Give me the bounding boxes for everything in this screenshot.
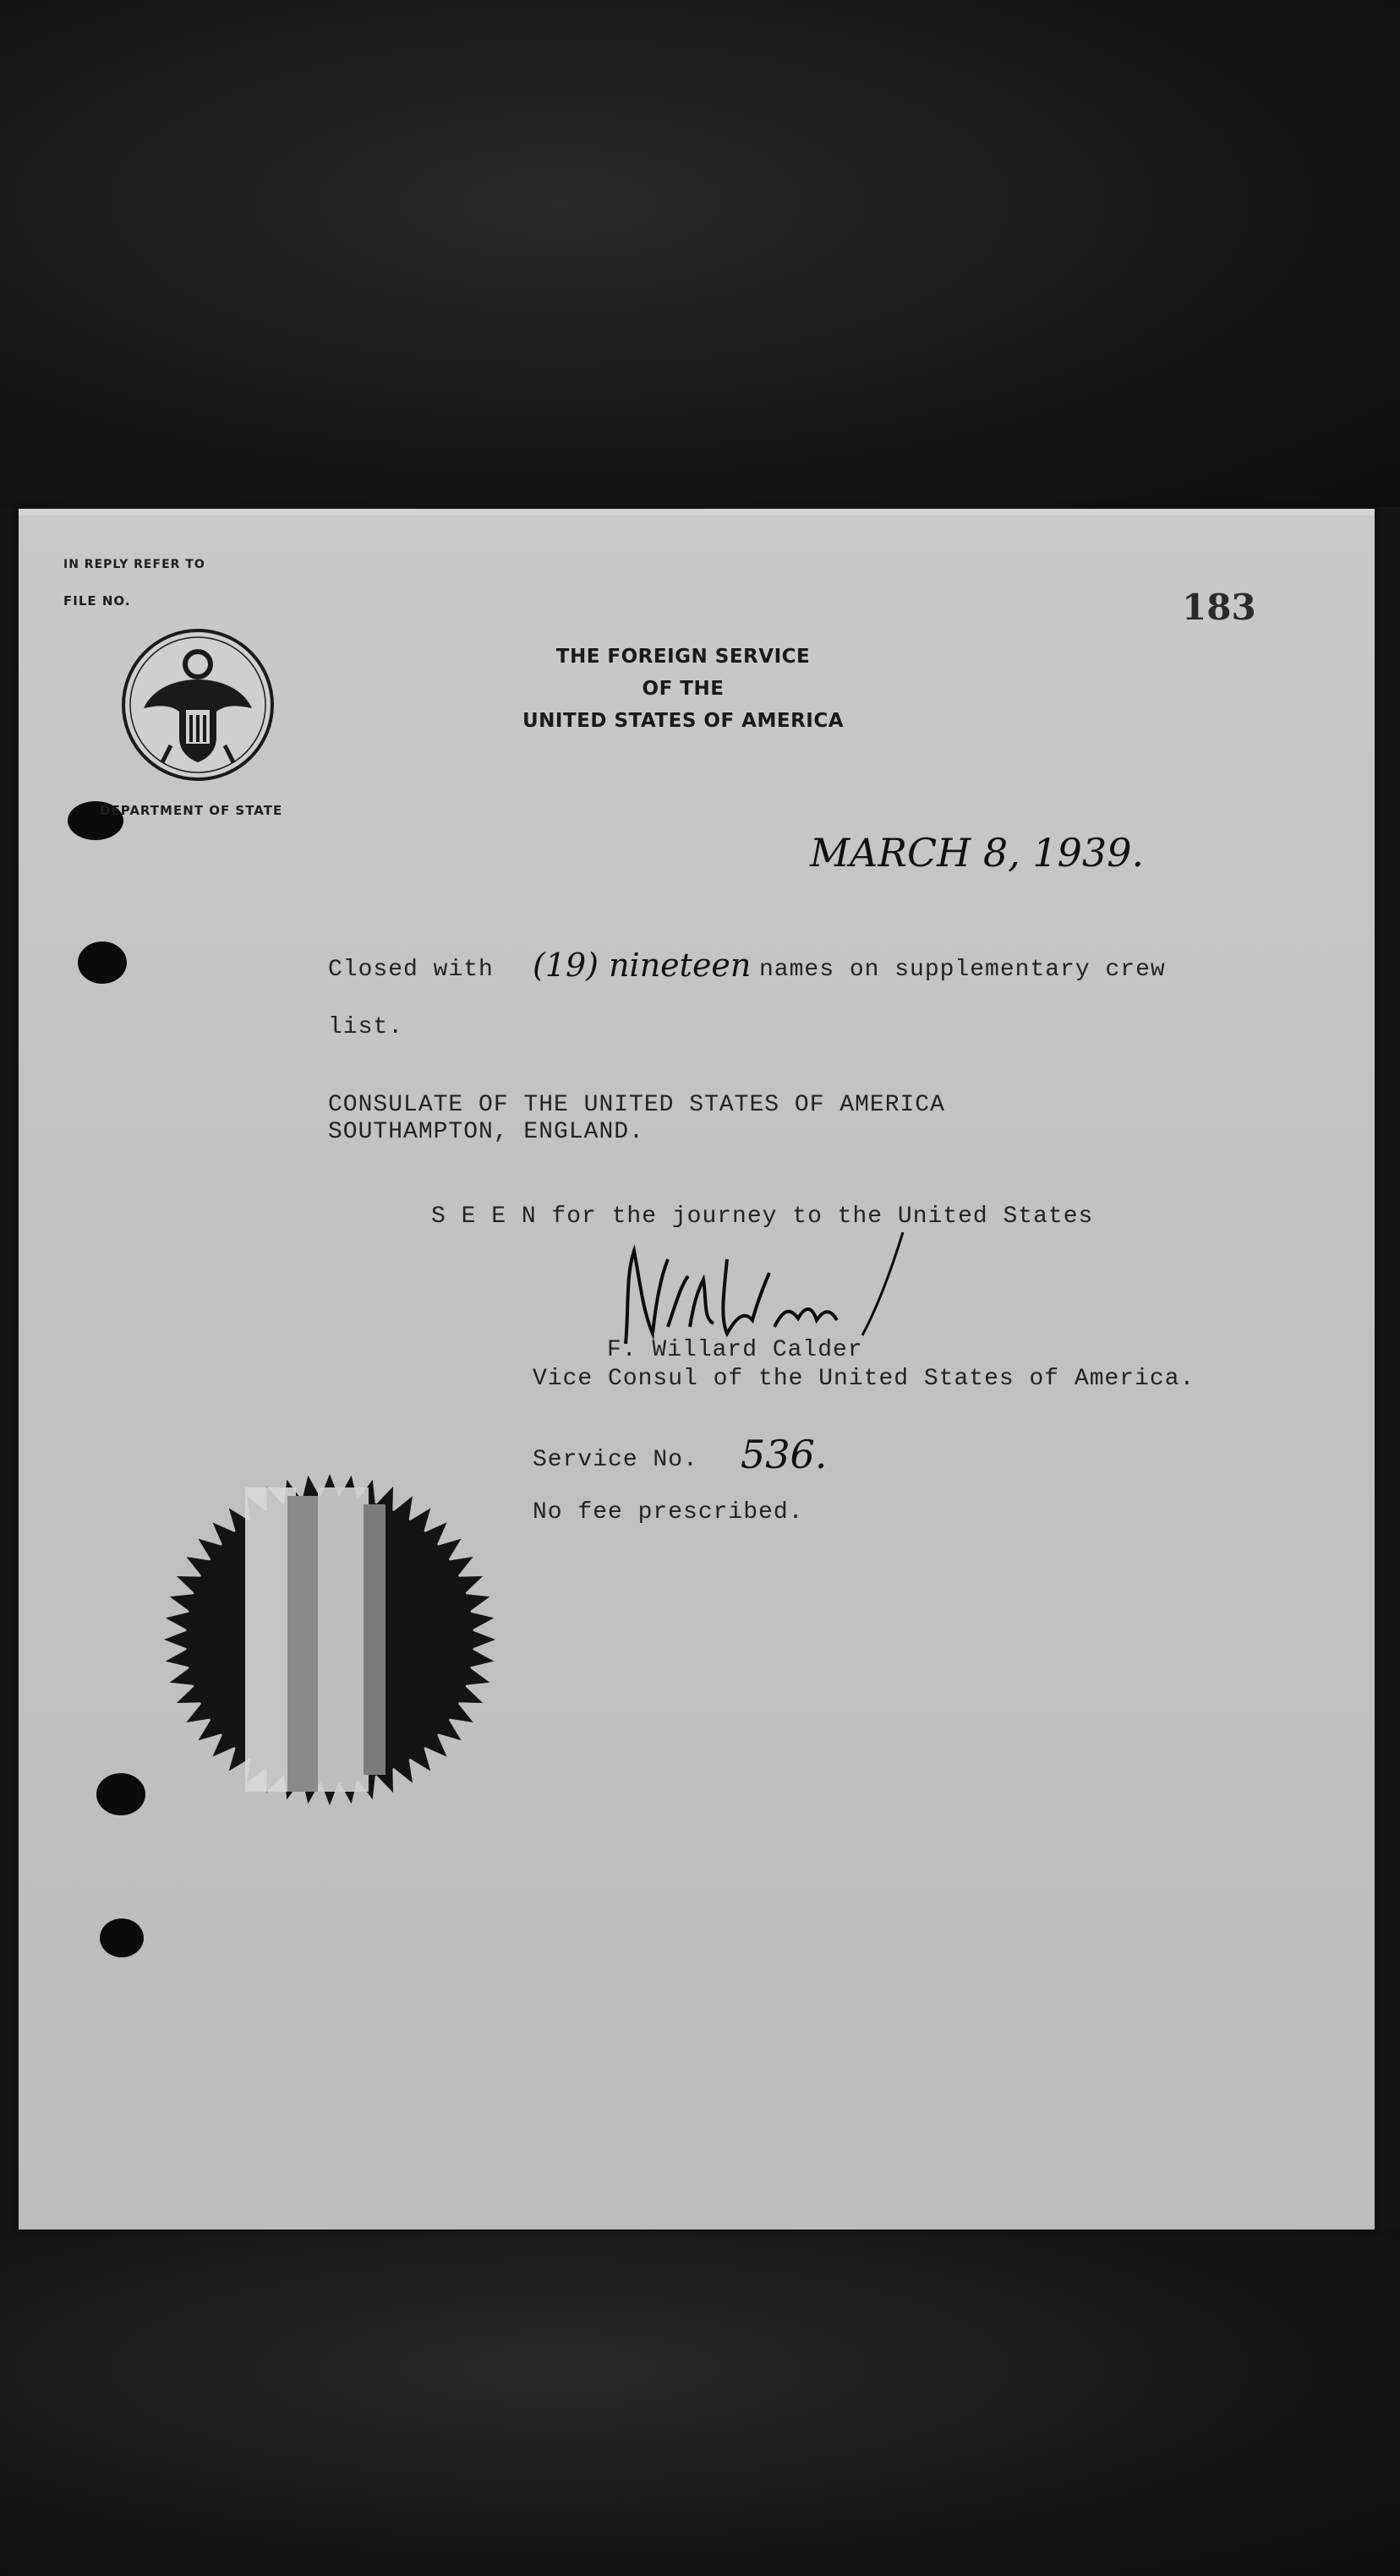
great-seal-icon bbox=[120, 627, 276, 783]
handwritten-service-number: 536. bbox=[741, 1432, 828, 1477]
fee-line: No fee prescribed. bbox=[533, 1499, 804, 1525]
closed-suffix: names on supplementary crew bbox=[759, 957, 1166, 983]
handwritten-count: (19) nineteen bbox=[533, 947, 752, 984]
signer-name: F. Willard Calder bbox=[607, 1337, 863, 1363]
closed-prefix: Closed with bbox=[328, 957, 494, 983]
service-line-1: THE FOREIGN SERVICE bbox=[555, 646, 811, 668]
service-line-2: OF THE bbox=[642, 678, 725, 700]
service-label: Service No. bbox=[533, 1447, 698, 1473]
file-no-label: FILE NO. bbox=[63, 593, 131, 609]
scan-background-top bbox=[0, 0, 1400, 507]
punch-hole-3 bbox=[96, 1773, 145, 1815]
page-number: 183 bbox=[1182, 587, 1256, 628]
closed-line-2: list. bbox=[328, 1014, 404, 1040]
scan-background-bottom bbox=[0, 2231, 1400, 2576]
seen-stamp-line: S E E N for the journey to the United States bbox=[431, 1203, 1094, 1230]
consulate-line-1: CONSULATE OF THE UNITED STATES OF AMERICA bbox=[328, 1092, 945, 1118]
reply-refer-label: IN REPLY REFER TO bbox=[63, 558, 205, 571]
handwritten-date: MARCH 8, 1939. bbox=[810, 830, 1145, 876]
page-top-edge bbox=[19, 509, 1375, 516]
punch-hole-4 bbox=[100, 1918, 144, 1957]
service-line-3: UNITED STATES OF AMERICA bbox=[522, 710, 845, 732]
signer-title: Vice Consul of the United States of America. bbox=[533, 1366, 1195, 1392]
consulate-line-2: SOUTHAMPTON, ENGLAND. bbox=[328, 1119, 644, 1145]
signature-icon bbox=[609, 1225, 913, 1352]
embossed-seal-icon bbox=[161, 1471, 499, 1809]
punch-hole-2 bbox=[78, 941, 127, 984]
department-label: DEPARTMENT OF STATE bbox=[100, 803, 283, 818]
